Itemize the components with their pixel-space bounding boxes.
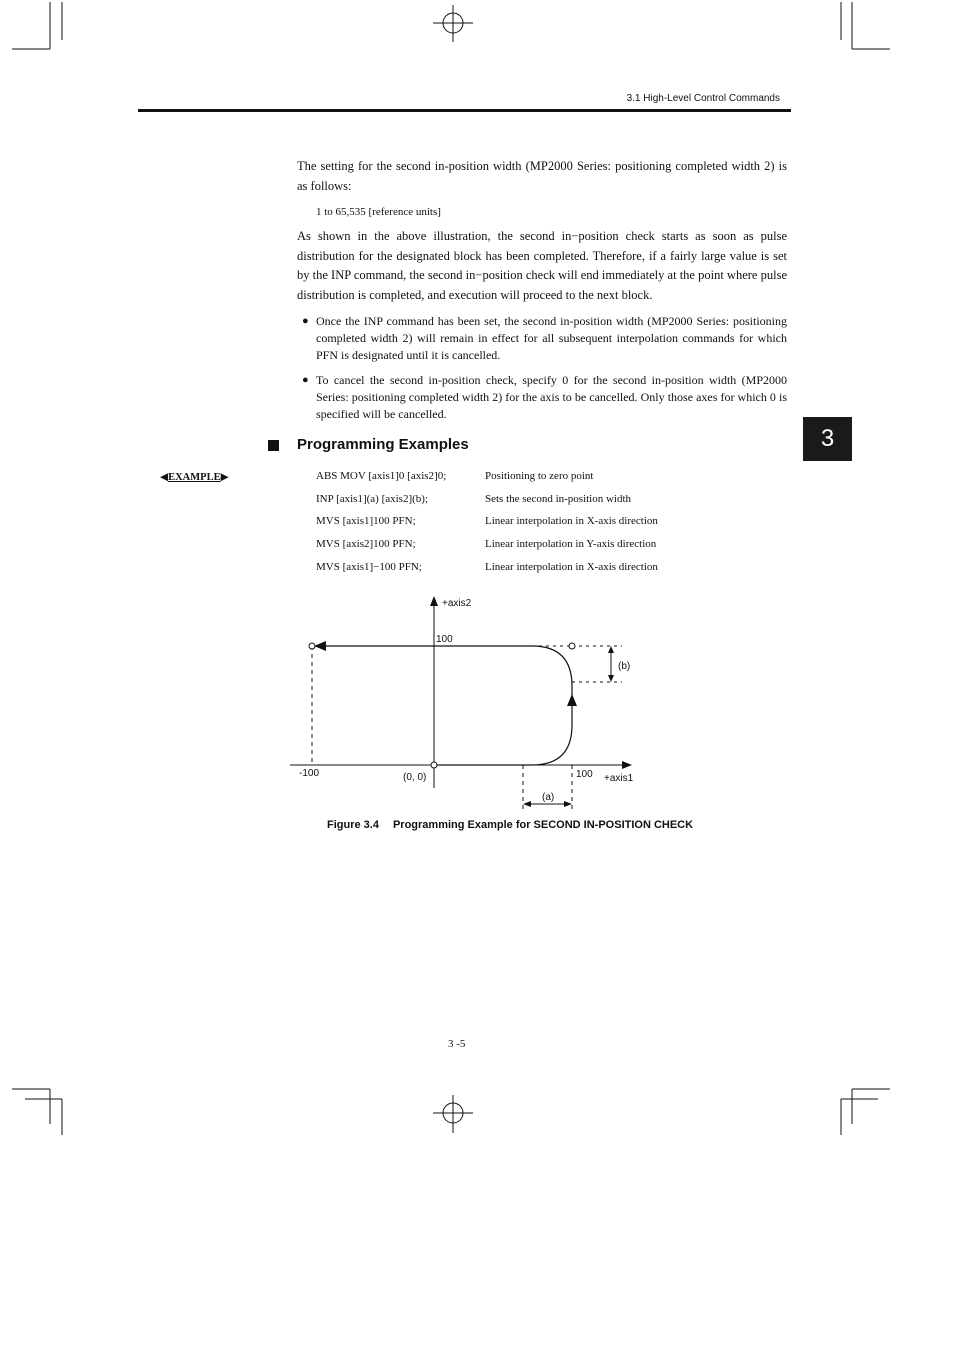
bullet-icon: ● bbox=[302, 315, 309, 327]
path-arrow-left-icon bbox=[314, 641, 326, 651]
dimension-b-label: (b) bbox=[618, 661, 631, 672]
code-command: MVS [axis1]−100 PFN; bbox=[316, 561, 422, 573]
motion-path bbox=[312, 646, 572, 765]
code-command: INP [axis1](a) [axis2](b); bbox=[316, 493, 428, 505]
x-axis-label: +axis1 bbox=[604, 773, 634, 784]
y-tick-label: 100 bbox=[436, 634, 453, 645]
triangle-left-icon: ◀ bbox=[160, 472, 169, 483]
figure-number: Figure 3.4 bbox=[327, 819, 379, 831]
motion-path-diagram bbox=[280, 590, 660, 815]
figure-caption bbox=[327, 819, 693, 831]
arrowhead-icon bbox=[608, 675, 614, 682]
corner-target-point bbox=[569, 643, 575, 649]
code-description: Linear interpolation in Y-axis direction bbox=[485, 538, 657, 550]
dimension-a-label: (a) bbox=[542, 792, 555, 803]
section-title: Programming Examples bbox=[297, 436, 469, 453]
paragraph-intro: The setting for the second in-position width (MP2000 Series: positioning completed width 2) is as follows: bbox=[297, 159, 787, 193]
header-rule bbox=[138, 109, 791, 112]
arrowhead-icon bbox=[564, 801, 572, 807]
bullet-icon: ● bbox=[302, 374, 309, 386]
code-description: Sets the second in-position width bbox=[485, 493, 632, 505]
code-description: Linear interpolation in X-axis direction bbox=[485, 561, 658, 573]
x-tick-pos-label: 100 bbox=[576, 769, 593, 780]
code-row bbox=[316, 561, 816, 577]
code-row bbox=[316, 470, 816, 486]
arrowhead-icon bbox=[523, 801, 531, 807]
code-command: ABS MOV [axis1]0 [axis2]0; bbox=[316, 470, 447, 482]
triangle-right-icon: ▶ bbox=[220, 472, 229, 483]
chapter-tab: 3 bbox=[803, 417, 852, 461]
code-command: MVS [axis1]100 PFN; bbox=[316, 515, 416, 527]
code-description: Linear interpolation in X-axis direction bbox=[485, 515, 658, 527]
running-header: 3.1 High-Level Control Commands bbox=[626, 93, 780, 104]
figure-title: Programming Example for SECOND IN-POSITION CHECK bbox=[392, 819, 694, 831]
origin-point bbox=[431, 762, 437, 768]
y-axis-label: +axis2 bbox=[442, 598, 472, 609]
path-arrow-up-icon bbox=[567, 694, 577, 706]
range-value: 1 to 65,535 [reference units] bbox=[316, 206, 441, 218]
example-tag bbox=[160, 471, 229, 483]
code-row bbox=[316, 493, 816, 509]
origin-label: (0, 0) bbox=[403, 772, 427, 783]
code-command: MVS [axis2]100 PFN; bbox=[316, 538, 416, 550]
code-row bbox=[316, 538, 816, 554]
y-axis-arrow-icon bbox=[430, 596, 438, 606]
example-label: EXAMPLE bbox=[168, 472, 221, 483]
code-description: Positioning to zero point bbox=[485, 470, 594, 482]
x-tick-neg-label: -100 bbox=[299, 768, 320, 779]
code-row bbox=[316, 515, 816, 531]
bullet-text: Once the INP command has been set, the second in-position width (MP2000 Series: positioning completed width 2) will remain in effect for all subsequent interpolation commands for which PFN is designated until it is cancelled. bbox=[316, 314, 787, 362]
x-axis-arrow-icon bbox=[622, 761, 632, 769]
end-point bbox=[309, 643, 315, 649]
arrowhead-icon bbox=[608, 646, 614, 653]
paragraph-explanation: As shown in the above illustration, the second in−position check starts as soon as pulse distribution for the designated block has been completed. Therefore, if a fairly large value is set by the INP command, the second in−position check will end immediately at the point where pulse distribution is completed, and execution will proceed to the next block. bbox=[297, 229, 787, 302]
page-number: 3 -5 bbox=[448, 1038, 466, 1050]
section-square-icon bbox=[268, 440, 279, 451]
bullet-text: To cancel the second in-position check, specify 0 for the second in-position width (MP2000 Series: positioning completed width 2) for the axis to be cancelled. Only those axes for which 0 is specified will be cancelled. bbox=[316, 373, 787, 421]
